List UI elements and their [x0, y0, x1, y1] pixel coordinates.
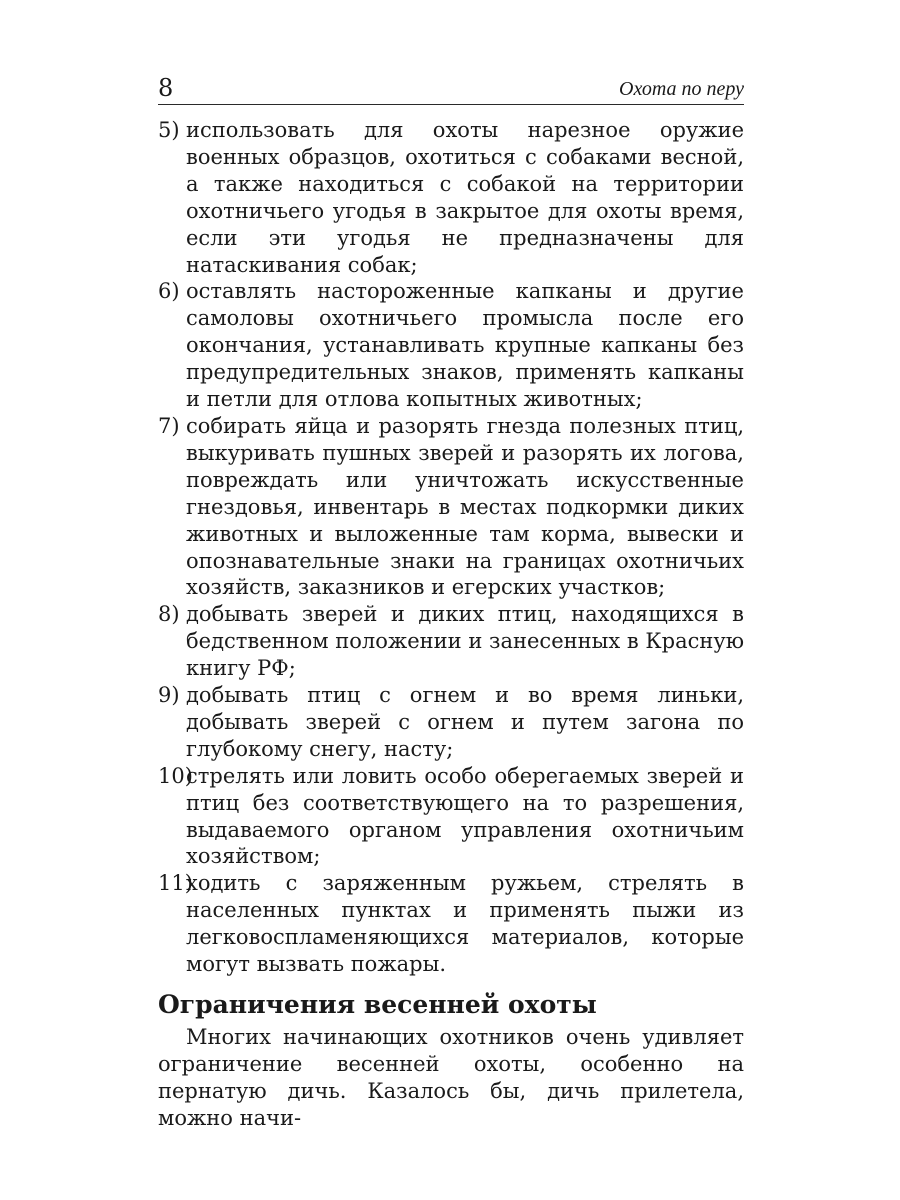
list-item-text: добывать птиц с огнем и во время линьки, добывать зверей с огнем и путем загона по глубокому снегу, насту;	[186, 683, 744, 761]
list-item-text: добывать зверей и диких птиц, находящихся в бедственном положении и занесенных в Красную книгу РФ;	[186, 602, 744, 681]
prohibitions-list	[158, 117, 744, 978]
list-item-text: оставлять настороженные капканы и другие самоловы охотничьего промысла после его окончания, устанавливать крупные капканы без предупредительных знаков, применять капканы и петли для отлова копытных животных;	[186, 279, 744, 412]
book-page	[158, 72, 744, 1132]
list-item-text: собирать яйца и разорять гнезда полезных птиц, выкуривать пушных зверей и разорять их логова, повреждать или уничтожать искусственные гнездовья, инвентарь в местах подкормки диких животных и выложенные там корма, вывески и опознавательные знаки на границах охотничьих хозяйств, заказников и егерских участков;	[186, 413, 744, 600]
section-paragraph: Многих начинающих охотников очень удивляет ограничение весенней охоты, особенно на пернатую дичь. Казалось бы, дичь прилетела, можно начи-	[158, 1025, 744, 1130]
running-title: Охота по перу	[619, 78, 744, 100]
list-item-number: 7)	[158, 413, 180, 438]
list-item	[158, 870, 744, 978]
list-item	[158, 682, 744, 763]
running-head	[158, 72, 744, 105]
list-item-number: 5)	[158, 118, 180, 142]
list-item-number: 6)	[158, 279, 180, 304]
list-item-text: ходить с заряженным ружьем, стрелять в населенных пунктах и применять пыжи из легковоспламеняющихся материалов, которые могут вызвать пожары.	[186, 871, 744, 977]
list-item	[158, 413, 744, 601]
list-item	[158, 117, 744, 278]
list-item	[158, 601, 744, 682]
list-item-number: 11)	[158, 871, 193, 896]
list-item-number: 9)	[158, 683, 180, 708]
list-item	[158, 278, 744, 413]
section-heading: Ограничения весенней охоты	[158, 990, 597, 1019]
page-number: 8	[158, 74, 174, 102]
list-item-text: использовать для охоты нарезное оружие военных образцов, охотиться с собаками весной, а также находиться с собакой на территории охотничьего угодья в закрытое для охоты время, если эти угодья не предназначены для натаскивания собак;	[186, 118, 744, 277]
list-item-text: стрелять или ловить особо оберегаемых зверей и птиц без соответствующего на то разрешения, выдаваемого органом управления охотничьим хозяйством;	[186, 763, 744, 869]
list-item	[158, 763, 744, 871]
list-item-number: 8)	[158, 602, 180, 627]
list-item-number: 10)	[158, 763, 193, 788]
